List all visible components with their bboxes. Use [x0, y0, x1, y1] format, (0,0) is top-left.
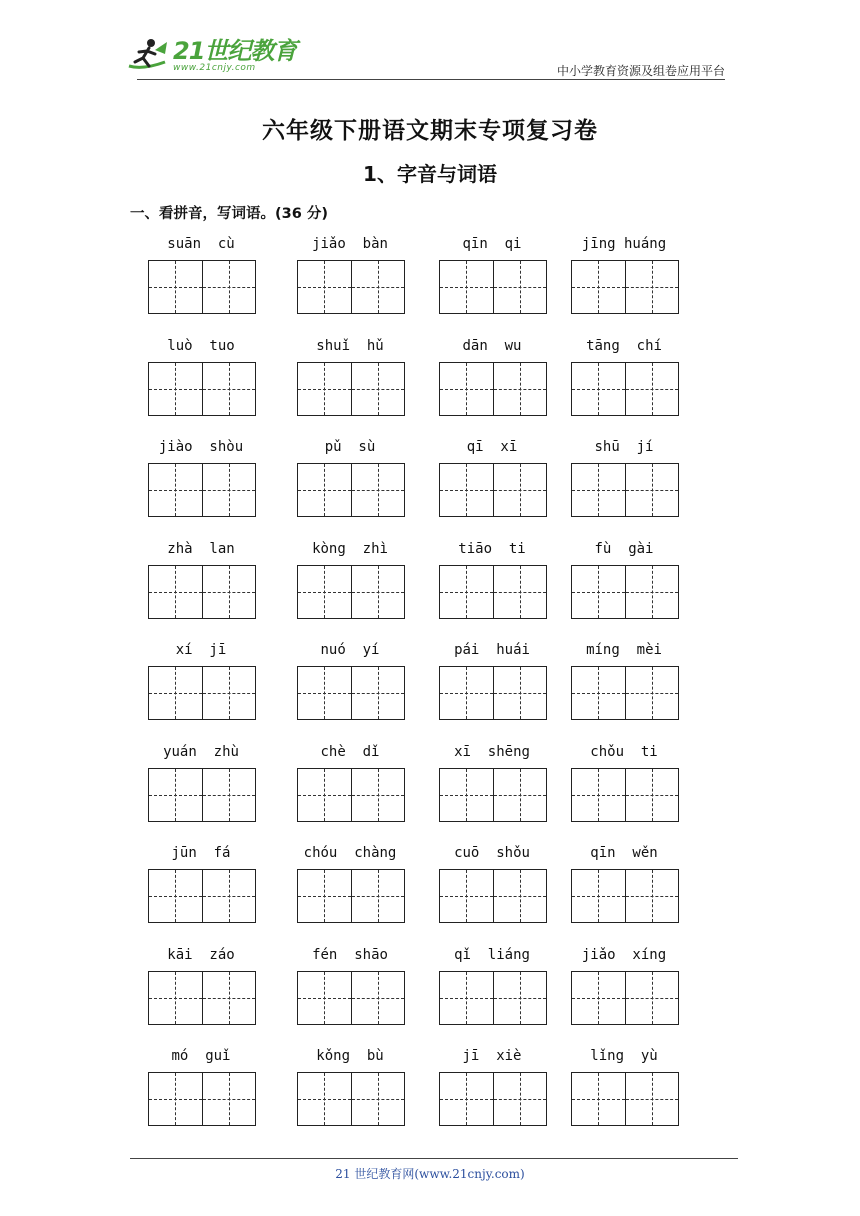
- writing-cell[interactable]: [572, 566, 625, 618]
- runner-logo-icon: [125, 36, 171, 76]
- writing-boxes[interactable]: [439, 260, 547, 314]
- pinyin-label: kāi záo: [167, 946, 235, 963]
- writing-cell[interactable]: [493, 464, 547, 516]
- pinyin-label: cuō shǒu: [454, 845, 530, 861]
- writing-cell[interactable]: [149, 464, 202, 516]
- writing-cell[interactable]: [149, 261, 202, 313]
- pinyin-label: chóu chàng: [303, 845, 397, 861]
- writing-cell[interactable]: [493, 1073, 547, 1125]
- logo: [125, 36, 296, 76]
- writing-cell[interactable]: [625, 363, 679, 415]
- section-heading: 一、看拼音，写词语。(36 分): [130, 206, 328, 222]
- writing-cell[interactable]: [351, 363, 405, 415]
- writing-boxes[interactable]: [148, 768, 256, 822]
- writing-cell[interactable]: [351, 261, 405, 313]
- pinyin-label: jiǎo bàn: [312, 236, 388, 252]
- pinyin-label: kòng zhì: [312, 540, 388, 557]
- writing-cell[interactable]: [440, 566, 493, 618]
- pinyin-label: pái huái: [454, 642, 530, 658]
- pinyin-label: chè dǐ: [320, 743, 380, 760]
- writing-cell[interactable]: [440, 464, 493, 516]
- writing-boxes[interactable]: [297, 869, 405, 923]
- writing-cell[interactable]: [351, 769, 405, 821]
- writing-boxes[interactable]: [297, 463, 405, 517]
- writing-boxes[interactable]: [148, 869, 256, 923]
- writing-cell[interactable]: [572, 769, 625, 821]
- writing-cell[interactable]: [493, 870, 547, 922]
- writing-cell[interactable]: [298, 769, 351, 821]
- page-header: [125, 30, 725, 80]
- writing-boxes[interactable]: [148, 666, 256, 720]
- writing-cell[interactable]: [298, 972, 351, 1024]
- writing-cell[interactable]: [493, 972, 547, 1024]
- writing-cell[interactable]: [298, 566, 351, 618]
- writing-cell[interactable]: [572, 464, 625, 516]
- page-title: 六年级下册语文期末专项复习卷: [262, 118, 598, 144]
- writing-boxes[interactable]: [297, 260, 405, 314]
- pinyin-label: tāng chí: [586, 337, 662, 354]
- writing-cell[interactable]: [440, 769, 493, 821]
- writing-boxes[interactable]: [148, 463, 256, 517]
- writing-cell[interactable]: [202, 1073, 256, 1125]
- writing-cell[interactable]: [572, 1073, 625, 1125]
- writing-cell[interactable]: [298, 464, 351, 516]
- writing-cell[interactable]: [149, 972, 202, 1024]
- writing-boxes[interactable]: [571, 565, 679, 619]
- pinyin-label: shuǐ hǔ: [316, 337, 384, 354]
- pinyin-label: luò tuo: [167, 337, 235, 354]
- writing-cell[interactable]: [625, 972, 679, 1024]
- writing-cell[interactable]: [572, 870, 625, 922]
- writing-cell[interactable]: [572, 667, 625, 719]
- writing-cell[interactable]: [493, 667, 547, 719]
- writing-boxes[interactable]: [439, 463, 547, 517]
- writing-boxes[interactable]: [571, 666, 679, 720]
- writing-cell[interactable]: [351, 667, 405, 719]
- writing-cell[interactable]: [625, 769, 679, 821]
- writing-cell[interactable]: [625, 566, 679, 618]
- writing-boxes[interactable]: [571, 971, 679, 1025]
- writing-cell[interactable]: [351, 972, 405, 1024]
- writing-cell[interactable]: [149, 566, 202, 618]
- writing-cell[interactable]: [625, 870, 679, 922]
- writing-cell[interactable]: [202, 870, 256, 922]
- writing-cell[interactable]: [298, 1073, 351, 1125]
- pinyin-label: jiǎo xíng: [581, 946, 667, 963]
- pinyin-label: qīn wěn: [590, 845, 658, 861]
- pinyin-label: qīn qi: [462, 236, 522, 252]
- writing-cell[interactable]: [202, 464, 256, 516]
- writing-cell[interactable]: [351, 1073, 405, 1125]
- writing-cell[interactable]: [572, 972, 625, 1024]
- writing-cell[interactable]: [440, 363, 493, 415]
- pinyin-label: chǒu ti: [590, 743, 658, 760]
- writing-boxes[interactable]: [439, 768, 547, 822]
- logo-main-text: 21世纪教育: [173, 37, 297, 65]
- header-divider: [137, 79, 725, 80]
- writing-boxes[interactable]: [297, 362, 405, 416]
- writing-boxes[interactable]: [439, 971, 547, 1025]
- writing-boxes[interactable]: [571, 1072, 679, 1126]
- writing-boxes[interactable]: [571, 463, 679, 517]
- writing-boxes[interactable]: [297, 768, 405, 822]
- writing-boxes[interactable]: [148, 1072, 256, 1126]
- writing-cell[interactable]: [149, 769, 202, 821]
- pinyin-label: qǐ liáng: [454, 946, 530, 963]
- writing-cell[interactable]: [493, 566, 547, 618]
- writing-boxes[interactable]: [439, 869, 547, 923]
- pinyin-label: fén shāo: [312, 946, 388, 963]
- writing-cell[interactable]: [351, 870, 405, 922]
- writing-boxes[interactable]: [571, 768, 679, 822]
- pinyin-label: jiào shòu: [158, 439, 244, 455]
- writing-boxes[interactable]: [148, 260, 256, 314]
- writing-cell[interactable]: [625, 667, 679, 719]
- writing-boxes[interactable]: [571, 869, 679, 923]
- writing-boxes[interactable]: [571, 260, 679, 314]
- writing-boxes[interactable]: [439, 362, 547, 416]
- writing-boxes[interactable]: [297, 971, 405, 1025]
- writing-cell[interactable]: [440, 1073, 493, 1125]
- writing-boxes[interactable]: [148, 362, 256, 416]
- pinyin-label: suān cù: [167, 236, 235, 252]
- pinyin-label: kǒng bù: [316, 1048, 384, 1064]
- pinyin-label: shū jí: [594, 439, 654, 455]
- writing-cell[interactable]: [202, 566, 256, 618]
- header-platform-text: 中小学教育资源及组卷应用平台: [556, 64, 725, 78]
- pinyin-label: nuó yí: [320, 642, 380, 658]
- writing-cell[interactable]: [149, 667, 202, 719]
- pinyin-label: jūn fá: [171, 845, 231, 861]
- writing-boxes[interactable]: [148, 565, 256, 619]
- writing-cell[interactable]: [493, 261, 547, 313]
- writing-cell[interactable]: [440, 667, 493, 719]
- writing-boxes[interactable]: [439, 1072, 547, 1126]
- writing-boxes[interactable]: [297, 1072, 405, 1126]
- writing-cell[interactable]: [440, 261, 493, 313]
- writing-cell[interactable]: [202, 363, 256, 415]
- logo-sub-text: www.21cnjy.com: [173, 63, 256, 73]
- writing-cell[interactable]: [298, 261, 351, 313]
- pinyin-label: jīng huáng: [581, 236, 667, 252]
- pinyin-label: xī shēng: [454, 743, 530, 760]
- page-subtitle: 1、字音与词语: [363, 162, 497, 186]
- writing-boxes[interactable]: [148, 971, 256, 1025]
- footer-divider: [130, 1158, 738, 1159]
- pinyin-label: qī xī: [466, 439, 518, 455]
- pinyin-label: lǐng yù: [590, 1048, 658, 1064]
- writing-cell[interactable]: [351, 464, 405, 516]
- pinyin-label: xí jī: [175, 642, 227, 658]
- writing-cell[interactable]: [625, 261, 679, 313]
- writing-cell[interactable]: [149, 363, 202, 415]
- writing-cell[interactable]: [202, 667, 256, 719]
- writing-cell[interactable]: [440, 972, 493, 1024]
- pinyin-label: yuán zhù: [163, 743, 239, 760]
- writing-cell[interactable]: [149, 870, 202, 922]
- writing-cell[interactable]: [440, 870, 493, 922]
- writing-cell[interactable]: [493, 363, 547, 415]
- writing-cell[interactable]: [202, 972, 256, 1024]
- pinyin-label: tiāo ti: [458, 540, 526, 557]
- writing-cell[interactable]: [625, 464, 679, 516]
- writing-cell[interactable]: [298, 667, 351, 719]
- writing-boxes[interactable]: [439, 565, 547, 619]
- pinyin-label: míng mèi: [586, 642, 662, 658]
- writing-boxes[interactable]: [297, 666, 405, 720]
- pinyin-label: fù gài: [594, 540, 654, 557]
- pinyin-label: jī xiè: [462, 1048, 522, 1064]
- writing-cell[interactable]: [493, 769, 547, 821]
- writing-cell[interactable]: [149, 1073, 202, 1125]
- writing-boxes[interactable]: [571, 362, 679, 416]
- writing-cell[interactable]: [298, 870, 351, 922]
- writing-cell[interactable]: [351, 566, 405, 618]
- writing-cell[interactable]: [572, 363, 625, 415]
- writing-boxes[interactable]: [297, 565, 405, 619]
- writing-cell[interactable]: [298, 363, 351, 415]
- writing-cell[interactable]: [625, 1073, 679, 1125]
- writing-boxes[interactable]: [439, 666, 547, 720]
- pinyin-label: zhà lan: [167, 540, 235, 557]
- pinyin-label: pǔ sù: [324, 439, 376, 455]
- writing-cell[interactable]: [202, 769, 256, 821]
- footer-text: 21 世纪教育网(www.21cnjy.com): [335, 1167, 525, 1181]
- writing-cell[interactable]: [202, 261, 256, 313]
- pinyin-label: dān wu: [462, 337, 522, 354]
- pinyin-label: mó guǐ: [171, 1048, 231, 1064]
- writing-cell[interactable]: [572, 261, 625, 313]
